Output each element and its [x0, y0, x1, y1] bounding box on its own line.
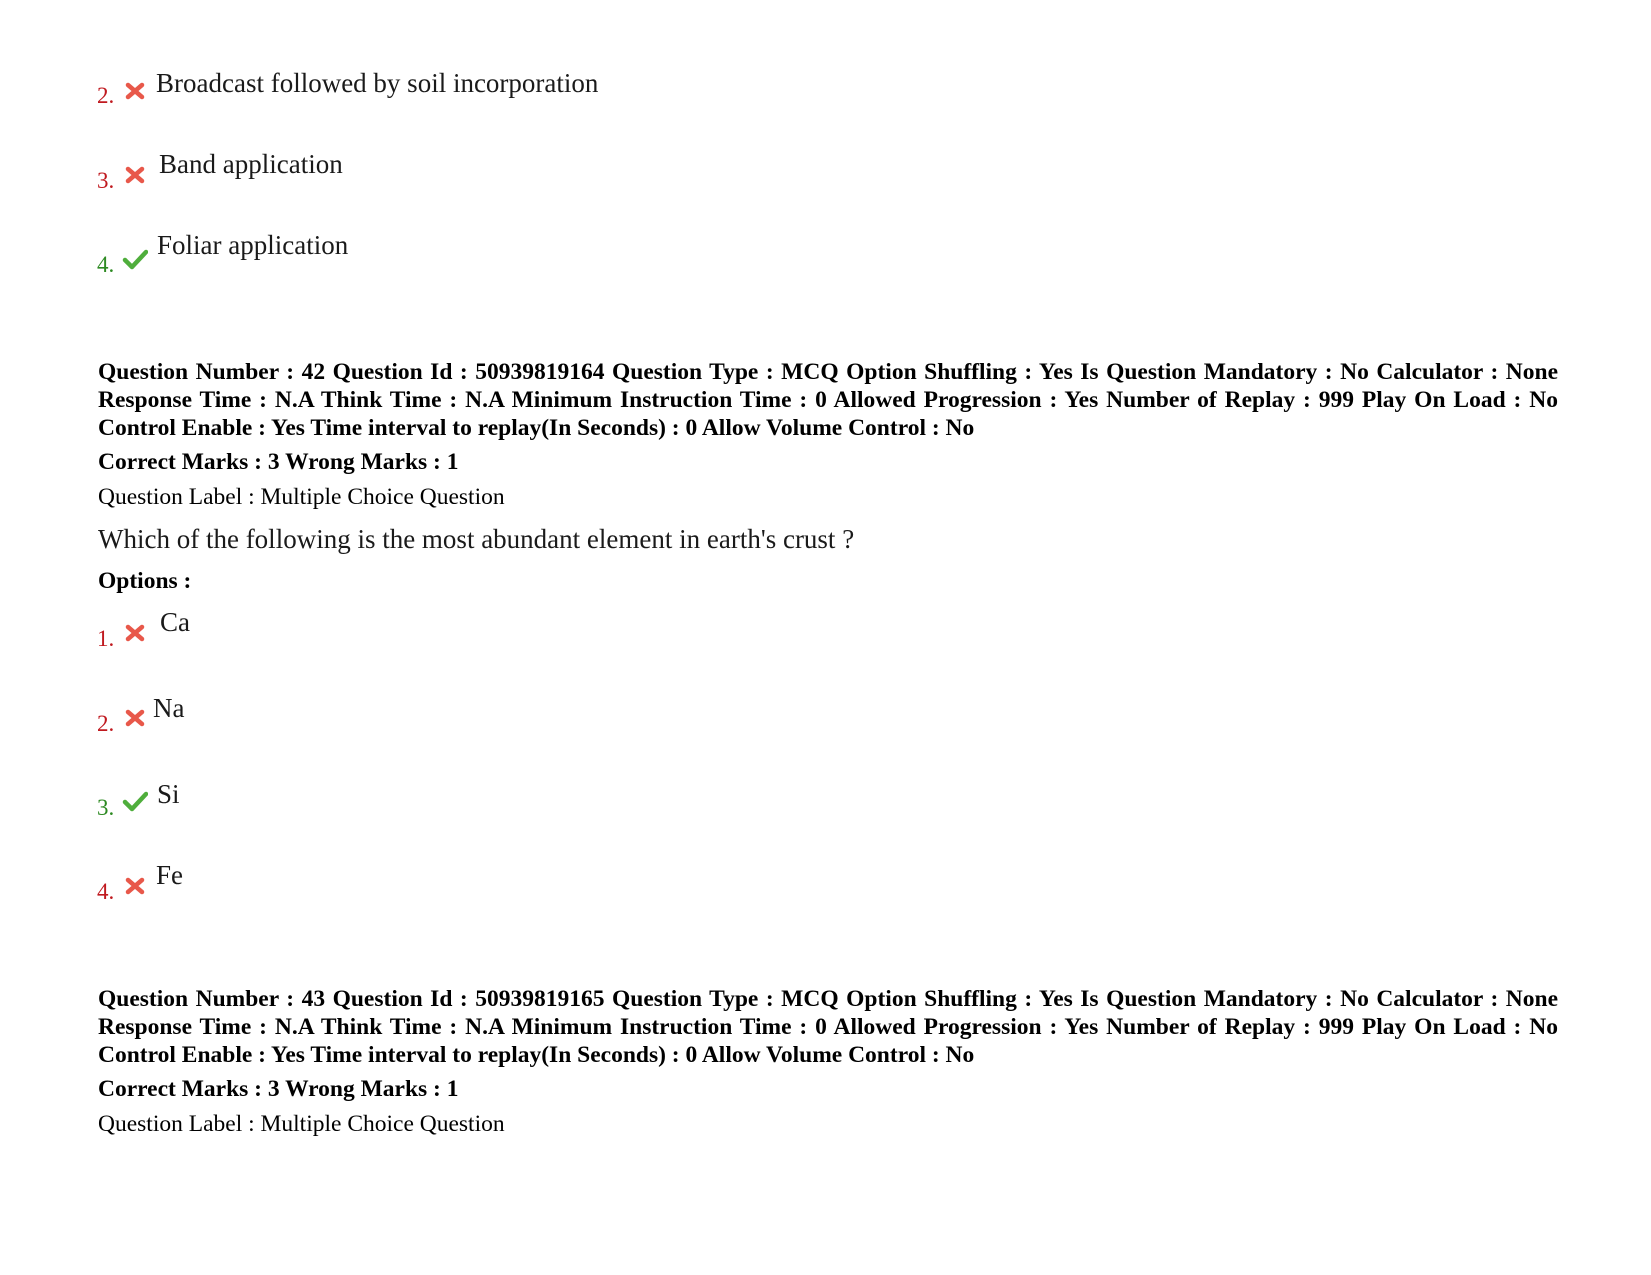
question-label: Question Label : Multiple Choice Question	[98, 484, 505, 510]
cross-mark-icon	[122, 707, 148, 729]
option-text: Ca	[160, 607, 190, 637]
cross-mark-icon	[122, 622, 148, 644]
options-heading: Options :	[98, 568, 192, 594]
cross-mark-icon	[122, 875, 148, 897]
option-text: Broadcast followed by soil incorporation	[156, 68, 599, 98]
option-number: 4.	[97, 879, 115, 904]
question-metadata: Question Number : 43 Question Id : 50939819165 Question Type : MCQ Option Shuffling : Yes Is Question Mandatory : No Calculator : None Response Time : N.A Think Time : N.A Minimum Instruction Time : 0 Allowed Progression : Yes Number of Replay : 999 Play On Load : No Control Enable : Yes Time interval to replay(In Seconds) : 0 Allow Volume Control : No	[98, 986, 1558, 1068]
option-text: Fe	[156, 860, 183, 890]
option-number: 2.	[97, 83, 115, 108]
option-text: Si	[157, 779, 180, 809]
option-number: 3.	[97, 168, 115, 193]
question-marks: Correct Marks : 3 Wrong Marks : 1	[98, 449, 459, 475]
option-text: Band application	[159, 149, 343, 179]
option-number: 4.	[97, 252, 115, 277]
check-mark-icon	[122, 790, 148, 812]
option-text: Foliar application	[157, 230, 349, 260]
question-marks: Correct Marks : 3 Wrong Marks : 1	[98, 1076, 459, 1102]
option-number: 3.	[97, 795, 115, 820]
check-mark-icon	[122, 248, 148, 270]
option-number: 1.	[97, 626, 115, 651]
option-number: 2.	[97, 711, 115, 736]
question-label: Question Label : Multiple Choice Question	[98, 1111, 505, 1137]
question-metadata: Question Number : 42 Question Id : 50939819164 Question Type : MCQ Option Shuffling : Yes Is Question Mandatory : No Calculator : None Response Time : N.A Think Time : N.A Minimum Instruction Time : 0 Allowed Progression : Yes Number of Replay : 999 Play On Load : No Control Enable : Yes Time interval to replay(In Seconds) : 0 Allow Volume Control : No	[98, 359, 1558, 441]
question-text: Which of the following is the most abundant element in earth's crust ?	[98, 524, 855, 554]
option-text: Na	[153, 693, 185, 723]
cross-mark-icon	[122, 80, 148, 102]
cross-mark-icon	[122, 164, 148, 186]
